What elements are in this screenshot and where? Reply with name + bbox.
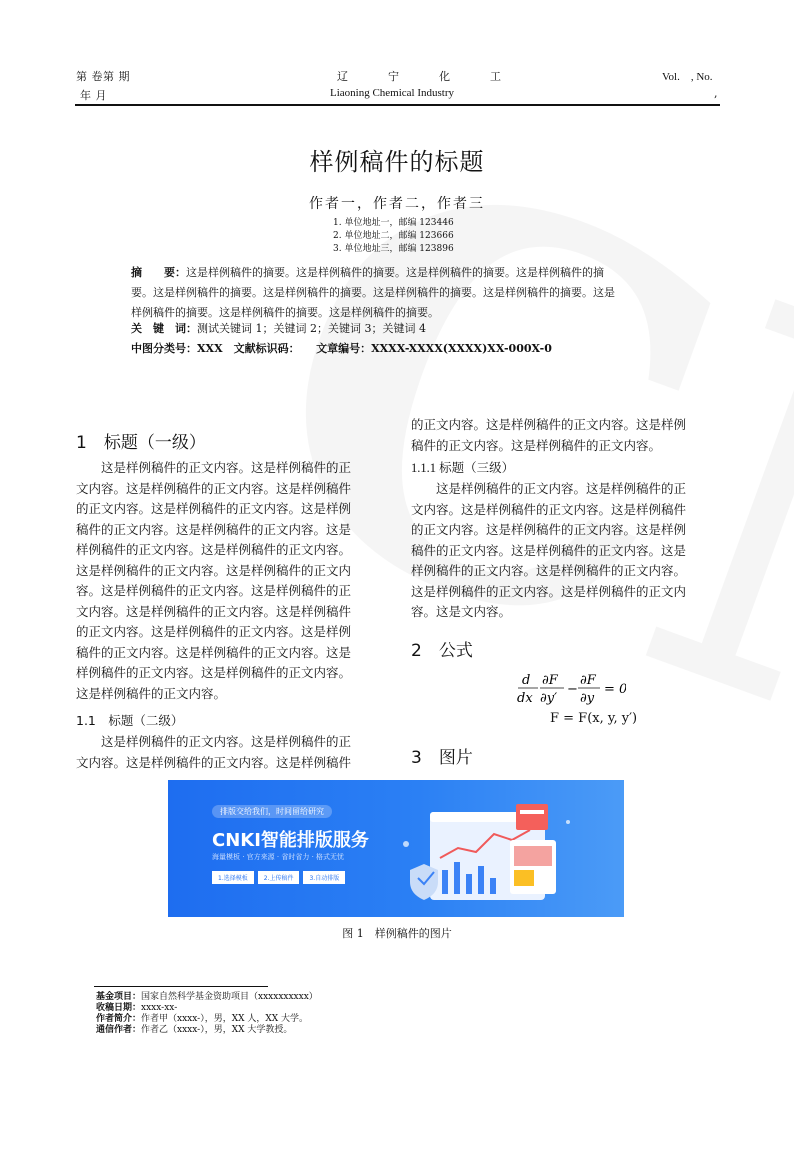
- text-line: 文内容。这是样例稿件的正文内容。这是样例稿件: [411, 501, 687, 517]
- body-paragraph-2: [76, 732, 384, 773]
- text-line: 的正文内容。这是样例稿件的正文内容。这是样例: [411, 417, 687, 432]
- svg-text:∂F: ∂F: [542, 673, 558, 688]
- footnote-text: xxxx-xx-: [141, 1003, 178, 1013]
- abstract-line-3: 样例稿件的摘要。这是样例稿件的摘要。这是样例稿件的摘要。: [131, 306, 439, 319]
- footnote-rule: [94, 986, 268, 987]
- svg-text:∂y: ∂y: [580, 691, 595, 706]
- heading-1: 1 标题（一级）: [76, 433, 206, 453]
- svg-text:−: −: [567, 682, 578, 697]
- affiliation-1: 1. 单位地址一，邮编 123446: [333, 218, 454, 228]
- heading-formula: 2 公式: [411, 641, 473, 661]
- footnote-text: 作者甲（xxxx-），男，XX 人，XX 大学。: [141, 1014, 309, 1024]
- svg-text:dx: dx: [517, 691, 533, 706]
- journal-name-cn: 辽 宁 化 工: [337, 70, 507, 83]
- text-line: 的正文内容。这是样例稿件的正文内容。这是样例: [76, 624, 352, 639]
- keywords-text: 测试关键词 1；关键词 2；关键词 3；关键词 4: [197, 322, 426, 335]
- footnote-label: 作者简介：: [96, 1014, 142, 1024]
- heading-figure: 3 图片: [411, 748, 473, 768]
- paper-authors: 作者一，作者二，作者三: [309, 196, 485, 212]
- text-line: 这是样例稿件的正文内容。这是样例稿件的正文内: [411, 583, 687, 599]
- text-line: 这是样例稿件的正文内容。这是样例稿件的正: [76, 460, 352, 475]
- figure-image: [168, 780, 624, 917]
- text-line: 文内容。这是样例稿件的正文内容。这是样例稿件: [76, 603, 352, 619]
- header-volume: Vol. , No.: [662, 71, 713, 83]
- banner-title: CNKI智能排版服务: [212, 830, 369, 851]
- body-paragraph-3: [411, 479, 719, 623]
- text-line: 这是样例稿件的正文内容。这是样例稿件的正: [411, 481, 687, 496]
- affiliation-3: 3. 单位地址三，邮编 123896: [333, 244, 454, 254]
- footnote-text: 国家自然科学基金资助项目（xxxxxxxxxx）: [141, 992, 318, 1002]
- text-line: 样例稿件的正文内容。这是样例稿件的正文内容。: [411, 563, 687, 578]
- footnote-label: 基金项目：: [96, 992, 142, 1002]
- header-issue: 第 卷第 期: [76, 70, 130, 83]
- heading-3: 1.1.1 标题（三级）: [411, 461, 515, 475]
- text-line: 这是样例稿件的正文内容。: [76, 685, 227, 701]
- classification-line: 中图分类号：XXX 文献标识码： 文章编号：XXXX-XXXX(XXXX)XX-000X-0: [131, 342, 552, 355]
- banner-step: 1.选择模板: [212, 871, 254, 884]
- header-rule: [75, 104, 720, 106]
- journal-name-en: Liaoning Chemical Industry: [330, 87, 455, 99]
- banner-subtitle: 海量模板 · 官方来源 · 省时省力 · 格式无忧: [212, 853, 345, 861]
- abstract-label: 摘 要：: [131, 266, 186, 279]
- formula-graphic: [516, 671, 626, 707]
- footnotes: [96, 992, 318, 1036]
- text-line: 文内容。这是样例稿件的正文内容。这是样例稿件: [76, 754, 352, 770]
- abstract-line-1: 这是样例稿件的摘要。这是样例稿件的摘要。这是样例稿件的摘要。这是样例稿件的摘: [186, 266, 604, 279]
- banner-tag: 排版交给我们，时间留给研究: [212, 805, 332, 818]
- text-line: 容。这是文内容。: [411, 604, 512, 619]
- text-line: 这是样例稿件的正文内容。这是样例稿件的正文内: [76, 562, 352, 578]
- footnote-received: [96, 1003, 318, 1014]
- footnote-label: 收稿日期：: [96, 1003, 142, 1013]
- text-line: 稿件的正文内容。这是样例稿件的正文内容。这是: [411, 542, 687, 558]
- footnote-author: [96, 1014, 318, 1025]
- abstract: [131, 263, 671, 323]
- banner-step: 3.自动排版: [303, 871, 345, 884]
- text-line: 的正文内容。这是样例稿件的正文内容。这是样例: [76, 501, 352, 516]
- footnote-text: 作者乙（xxxx-），男，XX 大学教授。: [141, 1025, 293, 1035]
- heading-2: 1.1 标题（二级）: [76, 713, 184, 728]
- text-line: 的正文内容。这是样例稿件的正文内容。这是样例: [411, 522, 687, 537]
- text-line: 样例稿件的正文内容。这是样例稿件的正文内容。: [76, 665, 352, 680]
- text-line: 文内容。这是样例稿件的正文内容。这是样例稿件: [76, 480, 352, 496]
- keywords-label: 关 键 词：: [131, 322, 197, 335]
- body-paragraph-1: [76, 458, 384, 704]
- text-line: 稿件的正文内容。这是样例稿件的正文内容。: [411, 437, 662, 453]
- keywords: [131, 320, 426, 336]
- header-comma: ,: [714, 87, 718, 100]
- figure-caption: 图 1 样例稿件的图片: [342, 927, 452, 940]
- svg-text:d: d: [522, 673, 531, 688]
- text-line: 容。这是样例稿件的正文内容。这是样例稿件的正: [76, 583, 352, 598]
- svg-text:∂y′: ∂y′: [540, 691, 558, 706]
- abstract-line-2: 要。这是样例稿件的摘要。这是样例稿件的摘要。这是样例稿件的摘要。这是样例稿件的摘要。这是: [131, 286, 615, 299]
- formula-line-2: F = F(x, y, y′): [550, 711, 638, 726]
- banner-illustration: [398, 790, 618, 915]
- banner-step: 2.上传稿件: [258, 871, 300, 884]
- euler-lagrange-formula: [516, 671, 626, 711]
- footnote-corresponding: [96, 1025, 318, 1036]
- header-date: 年 月: [80, 89, 107, 102]
- banner-steps: [212, 871, 345, 884]
- footnote-label: 通信作者：: [96, 1025, 142, 1035]
- text-line: 这是样例稿件的正文内容。这是样例稿件的正: [76, 734, 352, 749]
- body-paragraph-cont: [411, 415, 719, 456]
- svg-text:= 0: = 0: [604, 682, 626, 697]
- svg-text:∂F: ∂F: [580, 673, 596, 688]
- text-line: 样例稿件的正文内容。这是样例稿件的正文内容。: [76, 542, 352, 557]
- text-line: 稿件的正文内容。这是样例稿件的正文内容。这是: [76, 521, 352, 537]
- text-line: 稿件的正文内容。这是样例稿件的正文内容。这是: [76, 644, 352, 660]
- affiliation-2: 2. 单位地址二，邮编 123666: [333, 231, 454, 241]
- footnote-funding: [96, 992, 318, 1003]
- paper-title: 样例稿件的标题: [309, 148, 485, 176]
